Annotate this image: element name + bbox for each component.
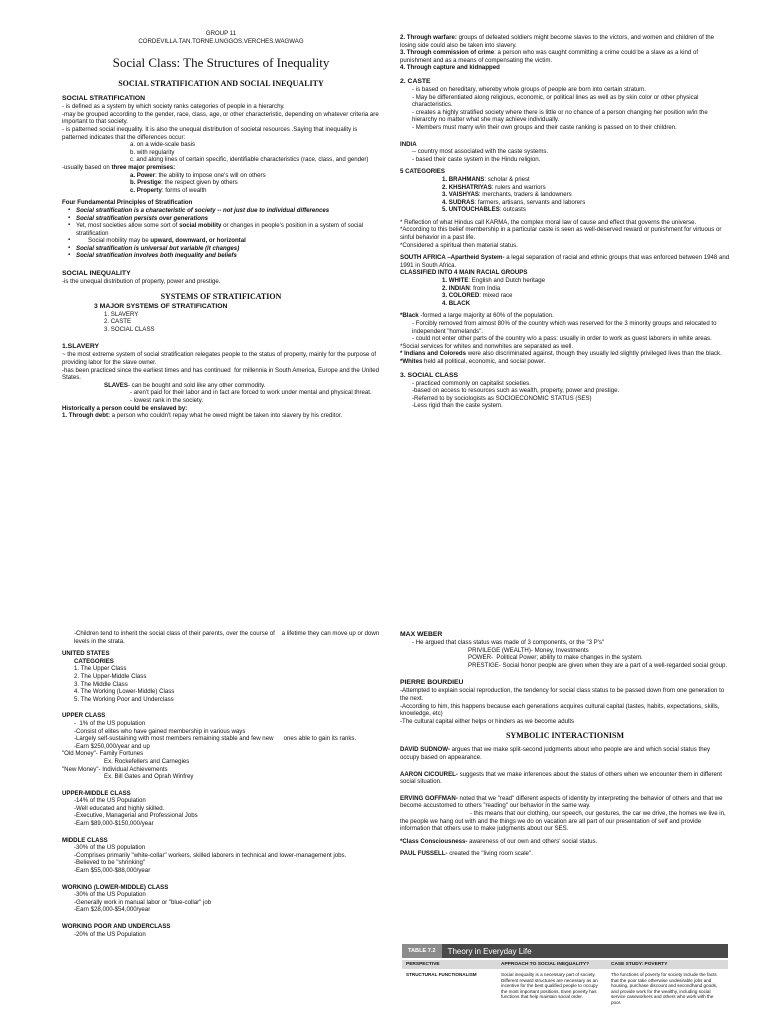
slavery-line: -has been practiced since the earliest times and has continued for millennia in South America, Europe and the United States.: [62, 366, 381, 382]
caste-line: - is based on hereditary, whereby whole groups of people are born into certain stratum.: [412, 85, 646, 93]
categories-heading: 5 CATEGORIES: [400, 168, 445, 176]
inherit-intro: -Children tend to inherit the social class of their parents, over the course of a lifetime they can move up or down levels in the strata.: [74, 630, 381, 645]
us-category: 1. The Upper Class: [74, 665, 127, 673]
india-line: -- country most associated with the caste systems.: [412, 148, 549, 156]
racial-group: 4. BLACK: [442, 299, 471, 307]
slavery-line: ~ the most extreme system of social stratification relegates people to the status of property, mainly for the purpose of providing labor for the slave owner.: [62, 351, 378, 367]
slaves-sub: - aren't paid for their labor and in fact are forced to work under mental and physical threat.: [130, 389, 372, 397]
principles-list: [62, 207, 380, 260]
us-heading: UNITED STATES: [62, 650, 110, 658]
occur-item: a. on a wide-scale basis: [130, 141, 196, 149]
working-class-heading: WORKING (LOWER-MIDDLE) CLASS: [62, 883, 169, 891]
table-cell: Social inequality is a necessary part of society. Different reward structures are necessary as an incentive for the best qualified people to occupy the most important positions. Even poverty has functions that help maintain social order.: [501, 972, 598, 1000]
inequality-text: -is the unequal distribution of property, power and prestige.: [62, 278, 221, 286]
upper-class-line: Ex. Rockefellers and Carnegies: [104, 757, 190, 765]
principle-item: ▪ Social stratification involves both inequality and beliefs: [76, 252, 380, 260]
caste-heading: 2. CASTE: [400, 77, 431, 85]
principle-item: ▪ Social stratification is a characteristic of society -- not just due to individual differences: [76, 207, 380, 215]
middle-class-line: -Earn $55,000-$88,000/year: [74, 867, 151, 875]
upper-middle-line: -14% of the US Population: [74, 797, 146, 805]
racial-group: 3. COLORED: mixed race: [442, 292, 513, 300]
racial-group: 1. WHITE: English and Dutch heritage: [442, 277, 545, 285]
capture-line: 4. Through capture and kidnapped: [400, 64, 500, 72]
crime-line: 3. Through commission of crime: a person who was caught committing a crime could be a slave as a kind of punishment and as a means of compensating the victim.: [400, 49, 700, 64]
bourdieu-heading: PIERRE BOURDIEU: [400, 679, 464, 687]
systems-heading: SYSTEMS OF STRATIFICATION: [160, 291, 282, 301]
facilities-line: *Social services for whites and nonwhites are separated as well.: [400, 342, 574, 350]
upper-middle-line: -Well educated and highly skilled.: [74, 804, 165, 812]
goffman-paragraph-2: - this means that our clothing, our speech, our gestures, the car we drive, the homes we live in, the people we hang out with and the things we do on vacation are all part of our presentation of self and provide information that others use to make judgments about our SES.: [400, 809, 728, 833]
sudnow-paragraph: DAVID SUDNOW- argues that we make split-second judgments about who people are and which social status they occupy based on appearance.: [400, 746, 712, 761]
caste-category: 2. KHSHATRIYAS: rulers and warriors: [442, 183, 546, 191]
racial-heading: CLASSIFIED INTO 4 MAIN RACIAL GROUPS: [400, 269, 528, 277]
caste-line: - Members must marry w/in their own groups and their caste ranking is passed on to their children.: [412, 123, 677, 131]
group-members: CORDEVILLA.TAN.TORNE.UNGGOS.VERCHES.WAGWAG: [138, 37, 304, 45]
slavery-heading: 1.SLAVERY: [62, 343, 100, 351]
systems-item: 2. CASTE: [104, 318, 132, 326]
black-line: *Black -formed a large majority at 60% of the population.: [400, 312, 554, 320]
working-poor-heading: WORKING POOR AND UNDERCLASS: [62, 923, 171, 930]
upper-class-heading: UPPER CLASS: [62, 712, 106, 720]
page1-right-column: [400, 34, 730, 410]
table-title-bar: [402, 944, 728, 958]
us-category: 2. The Upper-Middle Class: [74, 672, 147, 680]
inequality-heading: SOCIAL INEQUALITY: [62, 270, 131, 278]
document-subtitle: SOCIAL STRATIFICATION AND SOCIAL INEQUALITY: [118, 79, 324, 89]
whites-line: *Whites held all political, economic, and social power.: [400, 357, 546, 365]
principle-item: ▪ Social stratification is universal but variable (it changes): [76, 245, 380, 253]
social-class-line: -Referred to by sociologists as SOCIOECONOMIC STATUS (SES): [412, 394, 592, 402]
middle-class-heading: MIDDLE CLASS: [62, 836, 108, 844]
table-header-cell: CASE STUDY: POVERTY: [611, 962, 668, 967]
us-category: 4. The Working (Lower-Middle) Class: [74, 688, 175, 696]
karma-line: *Considered a spiritual then material status.: [400, 241, 518, 249]
table-title: Theory in Everyday Life: [447, 946, 532, 956]
indians-line: * Indians and Coloreds were also discriminated against, though they usually led slightly privileged lives than the black.: [400, 350, 722, 358]
upper-class-line: -Earn $250,000/year and up: [74, 742, 150, 750]
symbolic-heading: SYMBOLIC INTERACTIONISM: [505, 731, 625, 741]
systems-item: 3. SOCIAL CLASS: [104, 325, 155, 333]
page1-left-column: [62, 30, 380, 420]
bourdieu-line: -Attempted to explain social reproduction, the tendency for social class status to be passed down from one generation to the next.: [400, 687, 726, 702]
india-line: - based their caste system in the Hindu religion.: [412, 155, 541, 163]
bourdieu-line: -The cultural capital either helps or hinders as we become adults: [400, 717, 575, 725]
table-badge: TABLE 7.2: [402, 944, 442, 958]
premises-intro: -usually based on three major premises:: [62, 163, 176, 171]
upper-class-line: - 1% of the US population: [74, 719, 146, 727]
slaves-sub: - lowest rank in the society.: [130, 397, 204, 404]
us-categories-heading: CATEGORIES: [74, 657, 114, 665]
caste-category: 1. BRAHMANS: scholar & priest: [442, 175, 530, 183]
premise-item: b. Prestige: the respect given by others: [130, 179, 238, 187]
upper-middle-heading: UPPER-MIDDLE CLASS: [62, 789, 131, 797]
black-sub: - Forcibly removed from almost 80% of the country which was reserved for the 3 minority groups and relocated to independent "homelands".: [412, 320, 719, 335]
upper-class-line: -Consist of elites who have gained membership in various ways: [74, 727, 246, 735]
working-class-line: -Earn $28,000-$54,000/year: [74, 906, 151, 914]
south-africa-line: SOUTH AFRICA –Apartheid System- a legal separation of racial and ethnic groups that was enforced between 1948 and 1991 in South Africa.: [400, 254, 731, 269]
social-class-line: -Less rigid than the caste system.: [412, 402, 503, 410]
middle-class-line: -Believed to be "shrinking": [74, 859, 146, 867]
principle-detail: ▪ Social mobility may be upward, downward, or horizontal: [76, 237, 380, 245]
occur-item: c. and along lines of certain specific, identifiable characteristics (race, class, and gender): [130, 156, 369, 164]
india-heading: INDIA: [400, 140, 417, 148]
caste-line: - creates a highly stratified society where there is little or no chance of a person changing her position w/in the hierarchy no matter what she may achieve individually.: [412, 108, 710, 124]
debt-line: 1. Through debt: a person who couldn't repay what he owed might be taken into slavery by his creditor.: [62, 412, 343, 420]
table-header-row: [402, 960, 728, 969]
slaves-line: SLAVES- can be bought and sold like any other commodity.: [104, 381, 266, 389]
caste-line: - May be differentiated along religious, economic, or political lines as well as by skin color or other physical characteristics.: [412, 93, 701, 109]
middle-class-line: -Comprises primarily "white-collar" workers, skilled laborers in technical and lower-management jobs.: [74, 851, 347, 859]
fussell-line: PAUL FUSSELL- created the "living room scale".: [400, 850, 533, 858]
upper-class-line: -Largely self-sustaining with most members remaining stable and few new ones able to gain its ranks.: [74, 735, 357, 743]
us-category: 5. The Working Poor and Underclass: [74, 695, 174, 703]
social-class-line: -based on access to resources such as wealth, property, power and prestige.: [412, 387, 620, 395]
strat-line: - is patterned social inequality. It is also the unequal distribution of societal resources .Saying that inequality is patterned indicates that the differences occur:: [62, 125, 359, 141]
working-class-line: -Generally work in manual labor or "blue-collar" job: [74, 898, 212, 906]
document-title: Social Class: The Structures of Inequality: [112, 55, 330, 71]
racial-group: 2. INDIAN: from India: [442, 284, 501, 292]
table-header-cell: APPROACH TO SOCIAL INEQUALITY?: [501, 962, 590, 967]
upper-class-line: "New Money"- Individual Achievements: [62, 765, 168, 773]
upper-class-line: Ex. Bill Gates and Oprah Winfrey: [104, 773, 194, 781]
occur-item: b. with regularity: [130, 148, 175, 156]
strat-heading: SOCIAL STRATIFICATION: [62, 95, 146, 103]
upper-middle-line: -Executive, Managerial and Professional Jobs: [74, 812, 198, 820]
page2-right-column: [400, 630, 730, 858]
weber-item: PRESTIGE- Social honor people are given when they are a part of a well-regarded social group.: [468, 661, 728, 669]
upper-class-line: "Old Money"- Family Fortunes: [62, 750, 144, 758]
weber-item: PRIVILEGE (WEALTH)- Money, Investments: [468, 646, 589, 654]
social-class-heading: 3. SOCIAL CLASS: [400, 371, 459, 379]
page2-left-column: [62, 630, 380, 938]
principle-item: ▪ Social stratification persists over generations: [76, 215, 380, 223]
strat-line: -may be grouped according to the gender, race, class, age, or other characteristic, depending on whatever criteria are important to that society.: [62, 110, 381, 126]
principle-detail: ▪ Yet, most societies allow some sort of social mobility or changes in people's position in a system of social stratification: [76, 222, 380, 237]
table-header-cell: PERSPECTIVE: [406, 962, 440, 967]
enslaved-heading: Historically a person could be enslaved by:: [62, 404, 188, 412]
theory-table: [402, 944, 728, 1024]
group-number: GROUP 11: [205, 30, 237, 37]
strat-line: - is defined as a system by which society ranks categories of people in a hierarchy.: [62, 103, 285, 111]
working-poor-line: -20% of the US Population: [74, 930, 146, 938]
caste-category: 3. VAISHYAS: merchants, traders & landowners: [442, 191, 572, 199]
cicourel-paragraph: AARON CICOUREL- suggests that we make inferences about the status of others when we encounter them in different social situation.: [400, 770, 724, 786]
principles-heading: Four Fundamental Principles of Stratification: [62, 199, 193, 207]
document-page-2: [0, 512, 768, 1024]
weber-item: POWER- Political Power; ability to make changes in the system.: [468, 654, 643, 662]
systems-item: 1. SLAVERY: [104, 310, 139, 318]
weber-text: - He argued that class status was made of 3 components, or the "3 P's": [412, 639, 605, 646]
table-cell: The functions of poverty for society include the facts that the poor take otherwise undesirable jobs and housing, purchase discount and secondhand goods, and provide work for the wealthy, including social service caseworkers and others who work with the poor.: [611, 972, 718, 1005]
goffman-paragraph: ERVING GOFFMAN- noted that we "read" different aspects of identity by interpreting the behavior of others and that we become accustomed to others "reading" our behavior in the same way.: [400, 794, 725, 810]
class-consciousness: *Class Consciousness- awareness of our own and others' social status.: [400, 837, 598, 845]
bourdieu-line: -According to him, this happens because each generations acquires cultural capital (tastes, habits, expectations, skills, knowledge, etc): [400, 702, 722, 718]
us-category: 3. The Middle Class: [74, 680, 128, 688]
table-row: [402, 972, 728, 1006]
black-sub: - could not enter other parts of the country w/o a pass: usually in order to work as guest laborers in white areas.: [412, 335, 712, 343]
premise-item: c. Property: forms of wealth: [130, 186, 207, 194]
premise-item: a. Power: the ability to impose one's will on others: [130, 171, 266, 179]
social-class-line: - practiced commonly on capitalist societies.: [412, 379, 531, 387]
systems-subheading: 3 MAJOR SYSTEMS OF STRATIFICATION: [94, 302, 228, 310]
warfare-line: 2. Through warfare: groups of defeated soldiers might become slaves to the victors, and women and children of the losing side could also be taken into slavery.: [400, 34, 716, 49]
table-cell: STRUCTURAL FUNCTIONALISM: [406, 972, 477, 977]
caste-category: 5. UNTOUCHABLES: outcasts: [442, 206, 526, 214]
upper-middle-line: -Earn $89,000-$150,000/year: [74, 820, 154, 828]
caste-category: 4. SUDRAS: farmers, artisans, servants and laborers: [442, 198, 586, 206]
karma-line: * Reflection of what Hindus call KARMA, the complex moral law of cause and effect that governs the universe.: [400, 218, 697, 226]
working-class-line: -30% of the US Population: [74, 891, 146, 899]
middle-class-line: -30% of the US population: [74, 844, 146, 852]
karma-line: *According to this belief membership in a particular caste is seen as well-deserved reward or punishment for virtuous or sinful behavior in a past life.: [400, 226, 724, 242]
weber-heading: MAX WEBER: [400, 631, 443, 638]
